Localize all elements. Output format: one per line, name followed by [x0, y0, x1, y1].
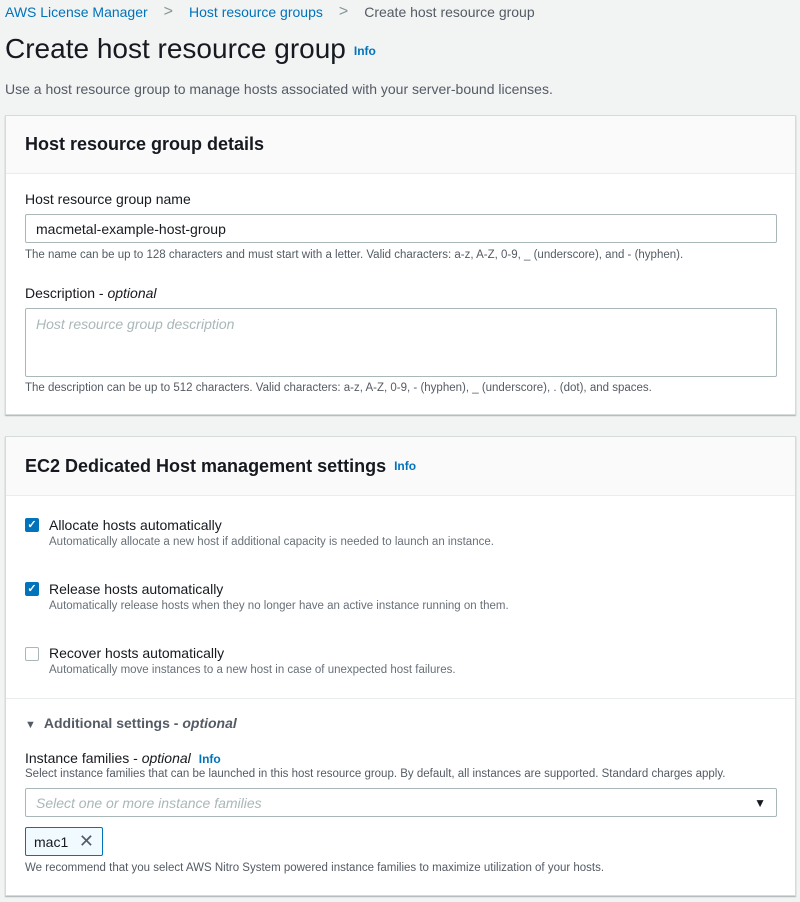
name-label: Host resource group name [25, 191, 191, 207]
recover-checkbox[interactable] [25, 647, 39, 661]
description-input[interactable] [25, 308, 777, 377]
description-hint: The description can be up to 512 characters. Valid characters: a-z, A-Z, 0-9, - (hyphen), _ (underscore), . (dot), and spaces. [25, 382, 652, 394]
release-desc: Automatically release hosts when they no longer have an active instance running on them. [49, 600, 509, 612]
info-link[interactable]: Info [394, 459, 417, 473]
details-header: Host resource group details [25, 134, 265, 154]
chevron-right-icon: > [163, 3, 174, 20]
breadcrumb [5, 3, 535, 21]
recover-desc: Automatically move instances to a new host in case of unexpected host failures. [49, 664, 456, 676]
families-hint: We recommend that you select AWS Nitro System powered instance families to maximize utilization of your hosts. [25, 862, 605, 874]
caret-down-icon: ▼ [25, 719, 36, 731]
page-subtitle: Use a host resource group to manage hosts associated with your server-bound licenses. [5, 81, 553, 97]
breadcrumb-current: Create host resource group [364, 4, 535, 20]
release-checkbox[interactable]: ✓ [25, 582, 39, 596]
allocate-checkbox[interactable]: ✓ [25, 518, 39, 532]
details-panel [5, 115, 796, 415]
families-desc: Select instance families that can be launched in this host resource group. By default, all instances are supported. Standard charges apply. [25, 768, 726, 780]
description-placeholder: Host resource group description [36, 316, 235, 332]
page-title [5, 33, 376, 65]
caret-down-icon: ▼ [754, 795, 766, 810]
allocate-label: Allocate hosts automatically [49, 517, 222, 533]
families-placeholder: Select one or more instance families [36, 794, 262, 811]
close-icon[interactable]: ✕ [78, 831, 94, 851]
breadcrumb-license-manager[interactable]: AWS License Manager [5, 4, 148, 20]
families-label: Instance families - optional Info [25, 750, 221, 767]
token-mac1 [25, 827, 103, 856]
name-input[interactable]: macmetal-example-host-group [25, 214, 777, 243]
description-label: Description - optional [25, 285, 157, 301]
info-link[interactable]: Info [353, 43, 376, 58]
families-select[interactable] [25, 788, 777, 817]
release-label: Release hosts automatically [49, 581, 224, 597]
token-label: mac1 [34, 833, 69, 850]
info-link[interactable]: Info [198, 752, 221, 767]
name-hint: The name can be up to 128 characters and must start with a letter. Valid characters: a-z, A-Z, 0-9, _ (underscore), and - (hyphen). [25, 249, 684, 261]
page-title-text: Create host resource group [5, 33, 346, 64]
additional-settings-toggle[interactable]: ▼ Additional settings - optional [25, 715, 237, 731]
breadcrumb-host-resource-groups[interactable]: Host resource groups [189, 4, 323, 20]
recover-label: Recover hosts automatically [49, 645, 225, 661]
ec2-header: EC2 Dedicated Host management settings [25, 455, 387, 476]
allocate-desc: Automatically allocate a new host if additional capacity is needed to launch an instance. [49, 536, 494, 548]
divider [6, 698, 795, 699]
ec2-settings-panel [5, 436, 796, 896]
chevron-right-icon: > [338, 3, 349, 20]
